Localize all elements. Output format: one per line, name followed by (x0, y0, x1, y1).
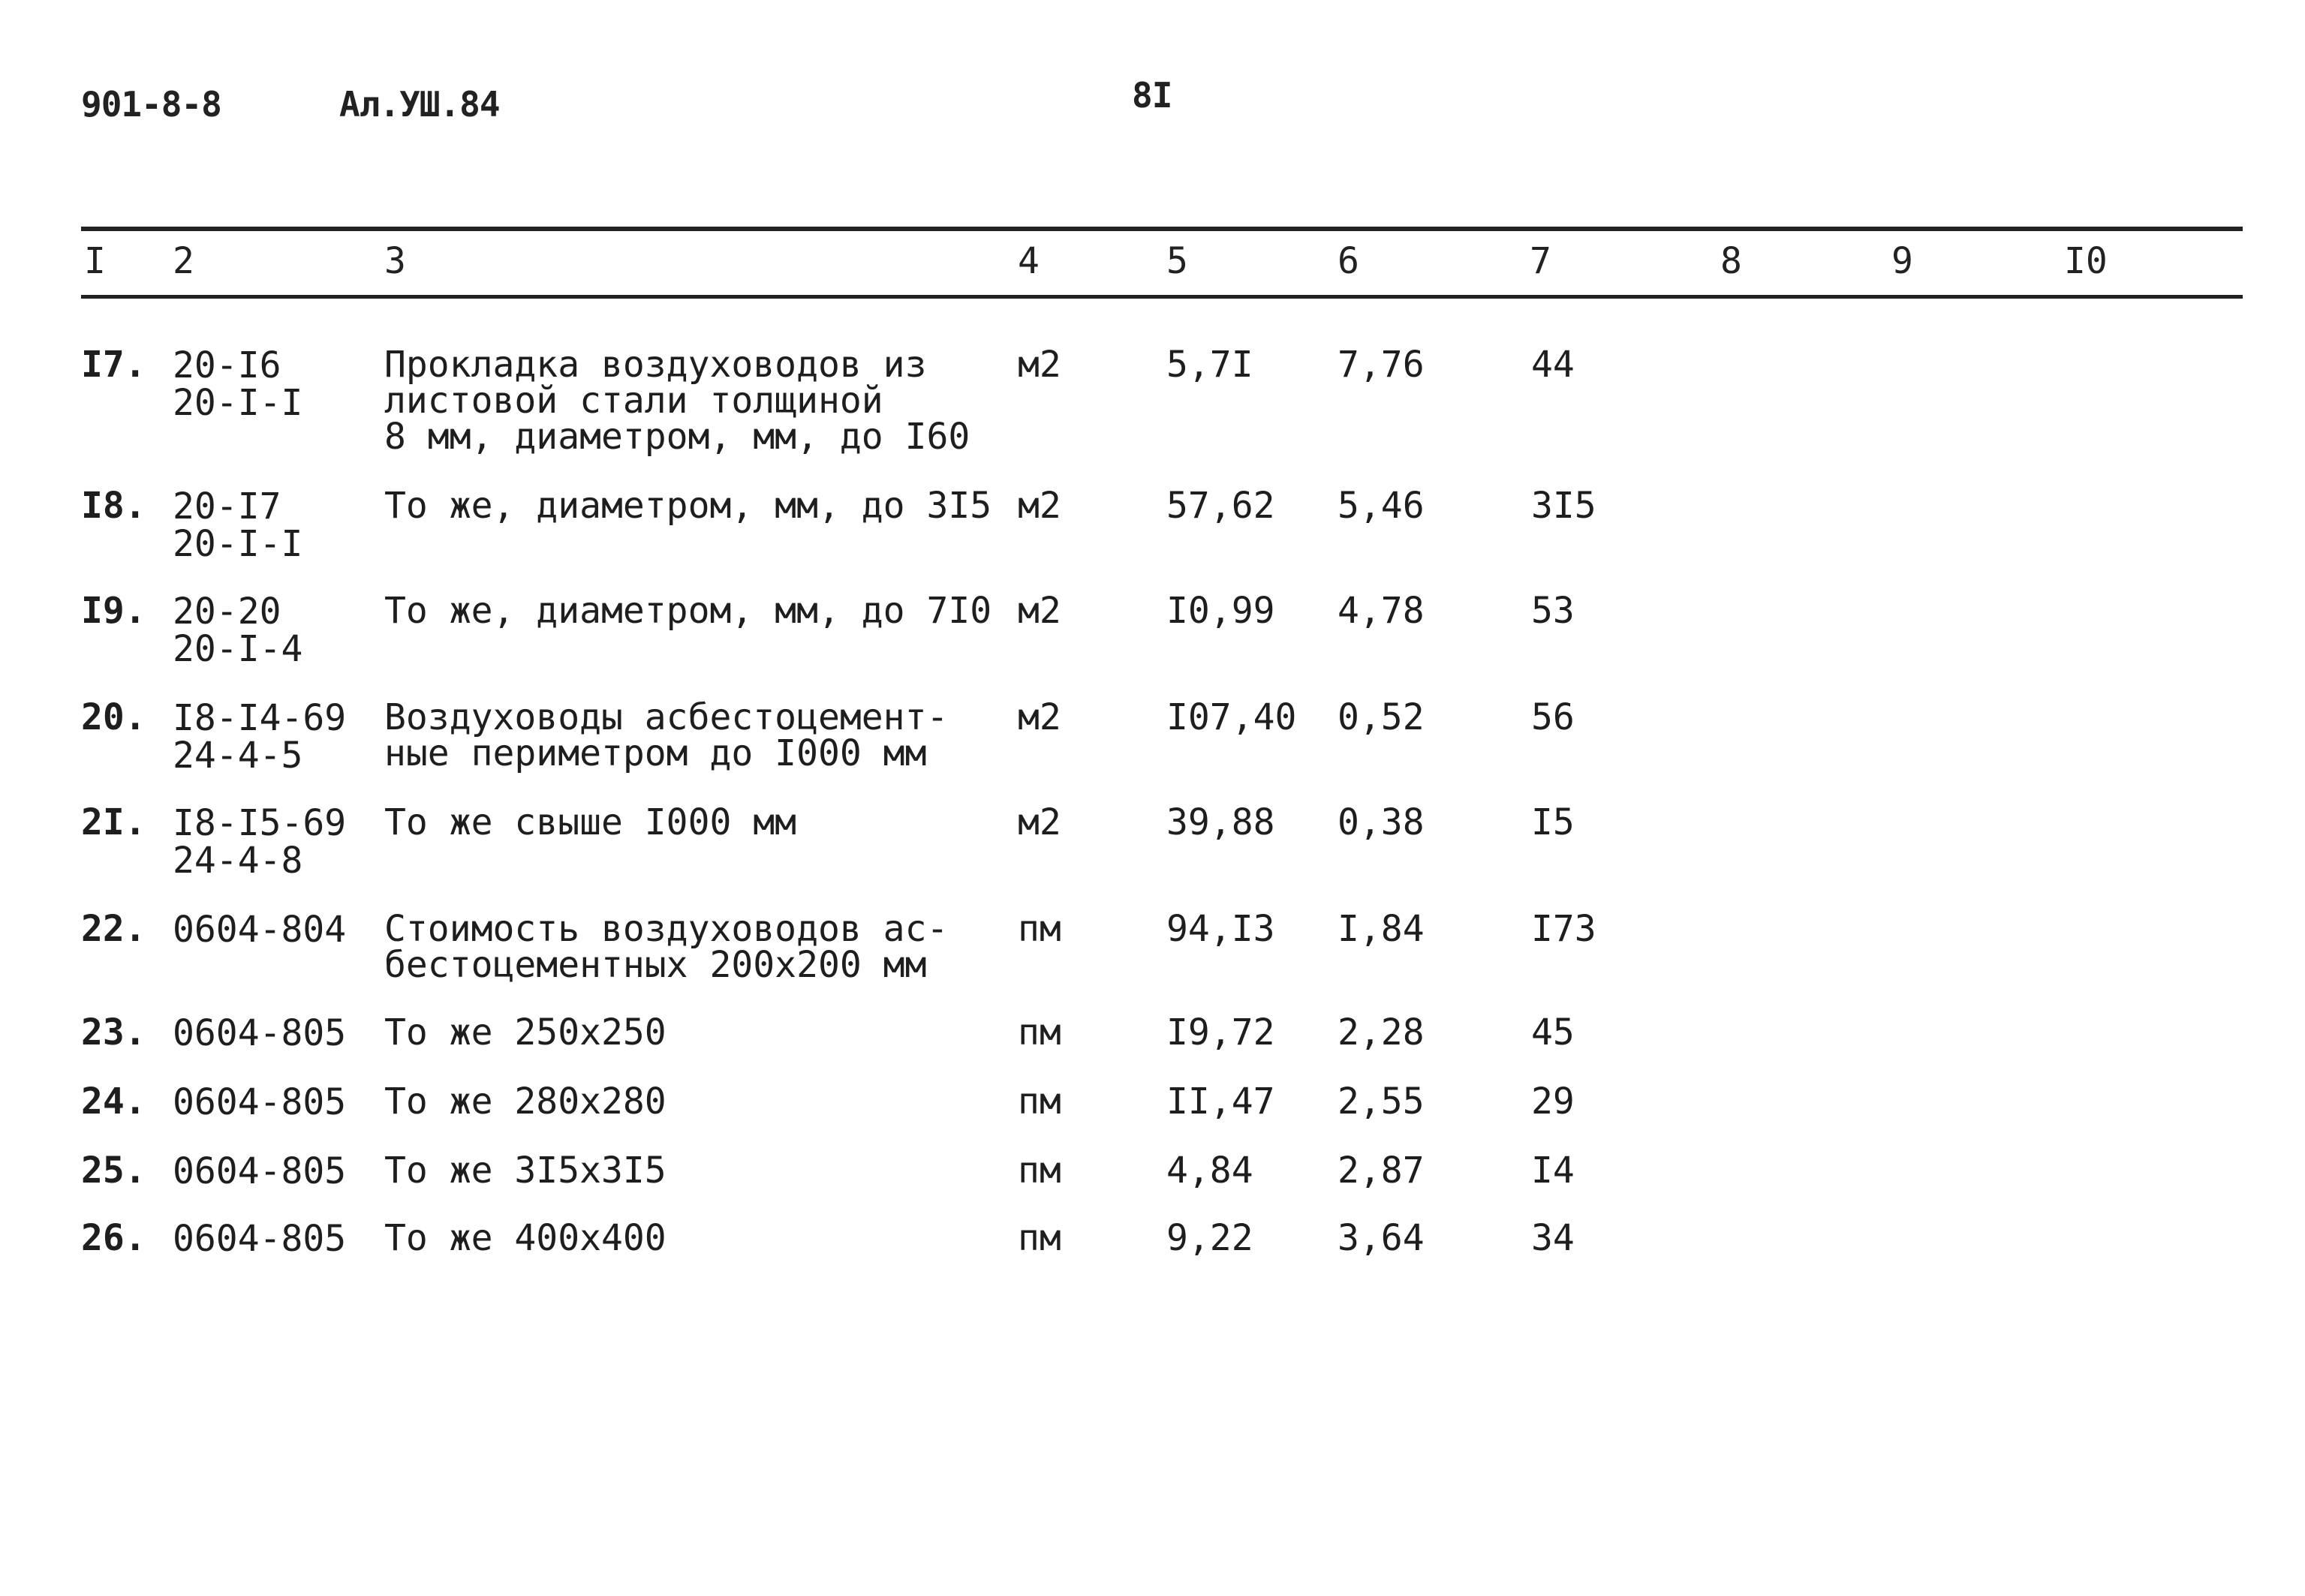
row-price: 7,76 (1338, 344, 1425, 386)
row-unit: м2 (1018, 590, 1061, 632)
description-line: То же, диаметром, мм, до 3I5 (384, 485, 992, 527)
row-unit: пм (1018, 1011, 1061, 1053)
row-codes (173, 1081, 347, 1123)
row-total: I5 (1531, 801, 1575, 843)
row-quantity: 39,88 (1166, 801, 1275, 843)
row-description (384, 908, 949, 986)
code-line: I8-I5-69 (173, 802, 347, 844)
row-description (384, 1081, 667, 1123)
description-line: То же 3I5х3I5 (384, 1150, 667, 1192)
row-unit: м2 (1018, 485, 1061, 527)
row-unit: пм (1018, 1081, 1061, 1123)
row-codes (173, 593, 302, 668)
row-codes (173, 1150, 347, 1192)
column-header: I (84, 240, 106, 282)
code-line: 24-4-8 (173, 840, 303, 882)
code-line: 24-4-5 (173, 735, 303, 777)
row-unit: м2 (1018, 801, 1061, 843)
code-line: 20-I6 (173, 344, 281, 386)
row-quantity: 94,I3 (1166, 908, 1275, 950)
row-price: 2,87 (1338, 1150, 1425, 1192)
column-header: 5 (1166, 240, 1188, 282)
description-line: То же 400х400 (384, 1217, 667, 1259)
row-quantity: I07,40 (1166, 696, 1297, 738)
row-total: 29 (1531, 1081, 1575, 1123)
code-line: 20-I-I (173, 382, 303, 424)
column-header: 2 (173, 240, 194, 282)
row-price: 2,55 (1338, 1081, 1425, 1123)
row-description (384, 801, 797, 843)
row-codes (173, 344, 303, 424)
row-number: I9. (81, 590, 146, 632)
row-number: 25. (81, 1150, 146, 1192)
description-line: ные периметром до I000 мм (384, 732, 927, 774)
code-line: 20-I-4 (173, 628, 303, 670)
row-codes (173, 1220, 346, 1258)
row-number: 24. (81, 1081, 146, 1123)
code-line: 20-I-I (173, 523, 303, 565)
album-reference: Ал.УШ.84 (339, 84, 500, 125)
row-quantity: 4,84 (1166, 1150, 1253, 1192)
row-number: 26. (81, 1217, 146, 1259)
column-header: I0 (2064, 240, 2108, 282)
row-total: 3I5 (1531, 485, 1596, 527)
table-top-rule (81, 227, 2243, 231)
code-line: 0604-805 (173, 1150, 347, 1192)
row-number: 23. (81, 1011, 146, 1053)
row-unit: пм (1018, 1150, 1061, 1192)
row-total: 34 (1531, 1217, 1575, 1259)
row-price: 3,64 (1338, 1217, 1425, 1259)
description-line: Воздуховоды асбестоцемент- (384, 696, 949, 738)
row-price: 2,28 (1338, 1011, 1425, 1053)
column-header: 8 (1720, 240, 1742, 282)
document-code: 901-8-8 (81, 84, 221, 125)
row-total: 53 (1531, 590, 1575, 632)
header-bottom-rule (81, 295, 2243, 299)
row-description (384, 344, 970, 458)
row-number: I8. (81, 485, 146, 527)
code-line: 0604-805 (173, 1012, 347, 1054)
description-line: Стоимость воздуховодов ас- (384, 908, 949, 950)
row-total: 44 (1531, 344, 1575, 386)
description-line: Прокладка воздуховодов из (384, 344, 927, 386)
row-description (384, 1217, 667, 1259)
row-codes (173, 1014, 346, 1052)
row-unit: пм (1018, 908, 1061, 950)
code-line: 0604-805 (173, 1218, 347, 1260)
row-quantity: II,47 (1166, 1081, 1275, 1123)
code-line: 20-I7 (173, 485, 281, 527)
row-unit: пм (1018, 1217, 1061, 1259)
description-line: То же 280х280 (384, 1081, 667, 1123)
row-quantity: 5,7I (1166, 344, 1253, 386)
row-total: I4 (1531, 1150, 1575, 1192)
description-line: листовой стали толщиной (384, 380, 883, 422)
row-quantity: 57,62 (1166, 485, 1275, 527)
column-header: 6 (1338, 240, 1359, 282)
row-number: 20. (81, 696, 146, 738)
row-codes (173, 485, 303, 565)
row-price: 0,52 (1338, 696, 1425, 738)
code-line: 0604-804 (173, 909, 347, 951)
row-number: I7. (81, 344, 146, 386)
row-codes (173, 697, 347, 777)
row-price: I,84 (1338, 908, 1425, 950)
row-description (384, 485, 992, 527)
row-price: 0,38 (1338, 801, 1425, 843)
description-line: То же 250х250 (384, 1011, 667, 1053)
code-line: 20-20 (173, 591, 281, 633)
code-line: 0604-805 (173, 1081, 347, 1123)
column-header: 4 (1018, 240, 1040, 282)
column-header: 7 (1530, 240, 1551, 282)
row-number: 2I. (81, 801, 146, 843)
description-line: То же, диаметром, мм, до 7I0 (384, 590, 992, 632)
row-total: 45 (1531, 1011, 1575, 1053)
row-unit: м2 (1018, 696, 1061, 738)
row-quantity: I9,72 (1166, 1011, 1275, 1053)
row-description (384, 696, 949, 774)
row-total: 56 (1531, 696, 1575, 738)
row-unit: м2 (1018, 344, 1061, 386)
column-header: 3 (384, 240, 406, 282)
description-line: 8 мм, диаметром, мм, до I60 (384, 416, 970, 458)
column-header: 9 (1891, 240, 1913, 282)
description-line: бестоцементных 200х200 мм (384, 944, 927, 986)
page-number: 8I (1132, 75, 1172, 116)
row-codes (173, 909, 347, 951)
row-quantity: 9,22 (1166, 1217, 1253, 1259)
row-price: 5,46 (1338, 485, 1425, 527)
row-price: 4,78 (1338, 590, 1425, 632)
row-description (384, 1150, 667, 1192)
code-line: I8-I4-69 (173, 697, 347, 739)
row-number: 22. (81, 908, 146, 950)
row-quantity: I0,99 (1166, 590, 1275, 632)
row-description (384, 1011, 667, 1053)
description-line: То же свыше I000 мм (384, 801, 797, 843)
row-total: I73 (1531, 908, 1596, 950)
row-codes (173, 802, 347, 882)
row-description (384, 590, 992, 632)
